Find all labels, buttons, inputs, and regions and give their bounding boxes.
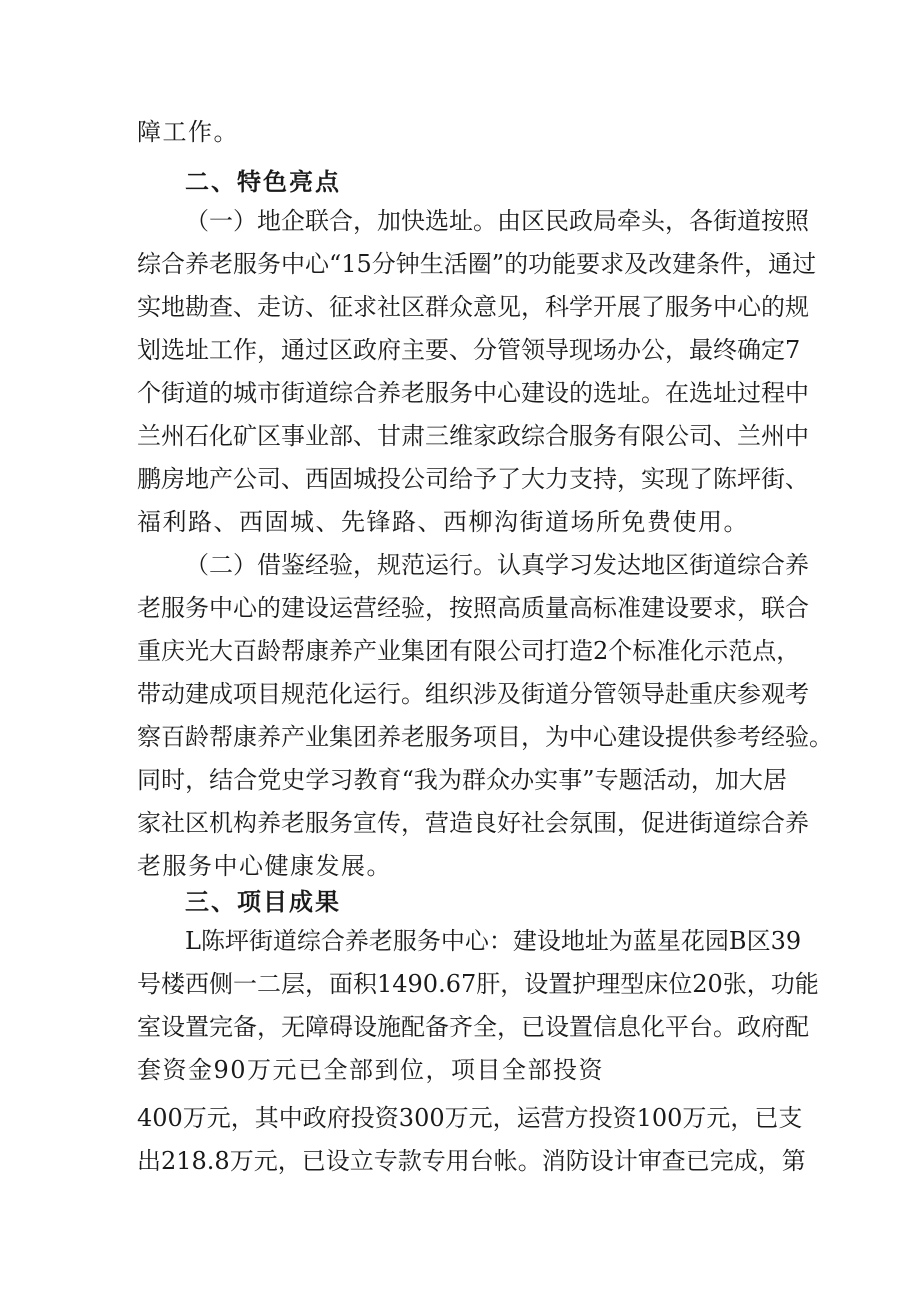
paragraph-line: 福利路、西固城、先锋路、西柳沟街道场所免费使用。 bbox=[137, 508, 749, 536]
paragraph-line: 综合养老服务中心“15分钟生活圈”的功能要求及改建条件，通过 bbox=[137, 250, 817, 278]
paragraph-line: L陈坪街道综合养老服务中心：建设地址为蓝星花园B区39 bbox=[185, 927, 802, 955]
section-heading-features: 二、特色亮点 bbox=[185, 168, 341, 196]
paragraph-line: 400万元，其中政府投资300万元，运营方投资100万元，已支 bbox=[137, 1104, 803, 1132]
paragraph-line: 老服务中心健康发展。 bbox=[137, 852, 392, 880]
paragraph-line: 兰州石化矿区事业部、甘肃三维家政综合服务有限公司、兰州中 bbox=[137, 422, 809, 450]
paragraph-line: 鹏房地产公司、西固城投公司给予了大力支持，实现了陈坪街、 bbox=[137, 465, 809, 493]
paragraph-line: 出218.8万元，已设立专款专用台帐。消防设计审查已完成，第 bbox=[137, 1147, 806, 1175]
paragraph-line: 重庆光大百龄帮康养产业集团有限公司打造2个标准化示范点， bbox=[137, 637, 801, 665]
paragraph-line: 个街道的城市街道综合养老服务中心建设的选址。在选址过程中 bbox=[137, 379, 809, 407]
section-heading-results: 三、项目成果 bbox=[185, 888, 341, 916]
paragraph-line: 套资金90万元已全部到位，项目全部投资 bbox=[137, 1056, 605, 1084]
paragraph-line: 号楼西侧一二层，面积1490.67肝，设置护理型床位20张，功能 bbox=[137, 970, 819, 998]
paragraph-line: 察百龄帮康养产业集团养老服务项目，为中心建设提供参考经验。 bbox=[137, 723, 833, 751]
paragraph-line: 室设置完备，无障碍设施配备齐全，已设置信息化平台。政府配 bbox=[137, 1013, 809, 1041]
paragraph-line: 老服务中心的建设运营经验，按照高质量高标准建设要求，联合 bbox=[137, 594, 809, 622]
paragraph-line: （一）地企联合，加快选址。由区民政局牵头，各街道按照 bbox=[185, 207, 809, 235]
paragraph-line: 家社区机构养老服务宣传，营造良好社会氛围，促进街道综合养 bbox=[137, 809, 809, 837]
paragraph-line: 实地勘查、走访、征求社区群众意见，科学开展了服务中心的规 bbox=[137, 293, 809, 321]
paragraph-line: 带动建成项目规范化运行。组织涉及街道分管领导赴重庆参观考 bbox=[137, 680, 809, 708]
paragraph-line: 划选址工作，通过区政府主要、分管领导现场办公，最终确定7 bbox=[137, 336, 801, 364]
paragraph-line: （二）借鉴经验，规范运行。认真学习发达地区街道综合养 bbox=[185, 551, 809, 579]
continuation-line: 障工作。 bbox=[137, 118, 239, 146]
paragraph-line: 同时，结合党史学习教育“我为群众办实事”专题活动，加大居 bbox=[137, 766, 787, 794]
